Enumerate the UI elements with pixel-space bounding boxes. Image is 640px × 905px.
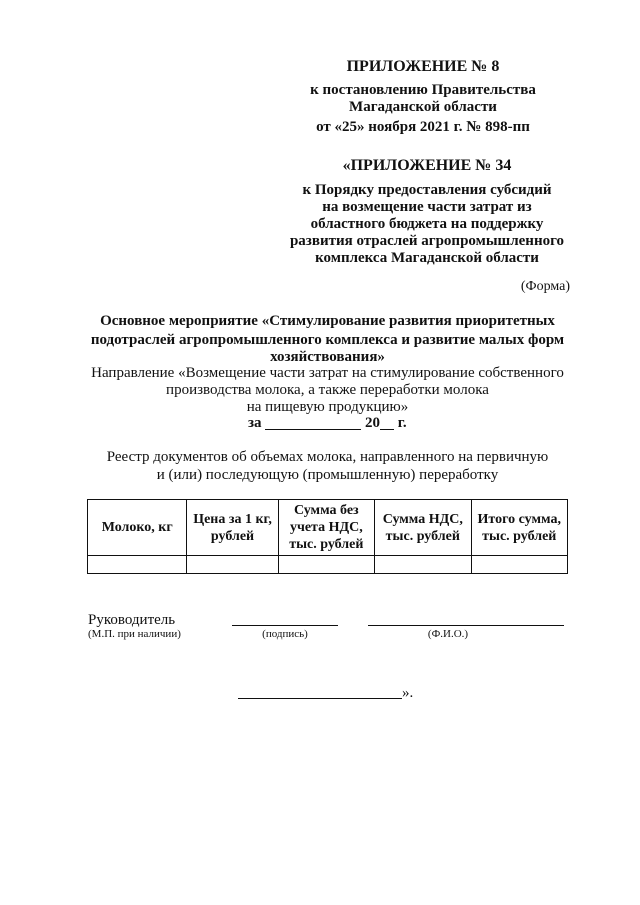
table-cell (88, 556, 187, 574)
form-label: (Форма) (520, 279, 570, 294)
header-line-1: к постановлению Правительства (310, 82, 536, 98)
table-header-milk: Молоко, кг (88, 500, 187, 556)
registry-table (87, 499, 568, 574)
table-cell (278, 556, 374, 574)
closing-line (238, 698, 402, 699)
table-cell (471, 556, 567, 574)
period-suffix: г. (397, 415, 407, 431)
period-blank-line (265, 429, 361, 430)
direction-line-2: производства молока, а также переработки молока (166, 382, 489, 398)
stamp-label: (М.П. при наличии) (88, 628, 181, 640)
table-row (88, 556, 568, 574)
appendix-8-title: ПРИЛОЖЕНИЕ № 8 (346, 58, 500, 75)
sub-header-line-1: к Порядку предоставления субсидий (302, 182, 552, 198)
table-header-vat-sum: Сумма НДС, тыс. рублей (375, 500, 471, 556)
table-header-price: Цена за 1 кг, рублей (187, 500, 278, 556)
sub-header-line-4: развития отраслей агропромышленного (289, 233, 565, 249)
sub-header-line-3: областного бюджета на поддержку (310, 216, 544, 232)
table-header-row (88, 500, 568, 556)
table-cell (187, 556, 278, 574)
table-header-total: Итого сумма, тыс. рублей (471, 500, 567, 556)
table-cell (375, 556, 471, 574)
header-line-3: от «25» ноября 2021 г. № 898-пп (316, 119, 530, 135)
period-year-blank (380, 429, 394, 430)
direction-line-1: Направление «Возмещение части затрат на стимулирование собственного (91, 365, 564, 381)
period (248, 414, 418, 434)
name-line (368, 625, 564, 626)
appendix-34-title: «ПРИЛОЖЕНИЕ № 34 (342, 157, 512, 174)
registry-line-2: и (или) последующую (промышленную) переработку (156, 467, 499, 483)
sub-header-line-5: комплекса Магаданской области (315, 250, 539, 266)
period-prefix: за (248, 415, 262, 431)
direction-line-3: на пищевую продукцию» (246, 399, 409, 415)
name-caption: (Ф.И.О.) (427, 628, 469, 640)
main-title-line-1: Основное мероприятие «Стимулирование развития приоритетных (100, 313, 555, 329)
registry-line-1: Реестр документов об объемах молока, направленного на первичную (106, 449, 549, 465)
header-line-2: Магаданской области (349, 99, 497, 115)
closing-mark: ». (402, 685, 414, 701)
main-title-line-2: подотраслей агропромышленного комплекса и развитие малых форм (90, 332, 565, 348)
signature-line (232, 625, 338, 626)
sub-header-line-2: на возмещение части затрат из (322, 199, 532, 215)
table-header-sum-no-vat: Сумма без учета НДС, тыс. рублей (278, 500, 374, 556)
main-title-line-3: хозяйствования» (270, 349, 385, 365)
signature-caption: (подпись) (262, 628, 308, 640)
manager-label: Руководитель (88, 612, 176, 628)
period-year-prefix: 20 (365, 415, 381, 431)
